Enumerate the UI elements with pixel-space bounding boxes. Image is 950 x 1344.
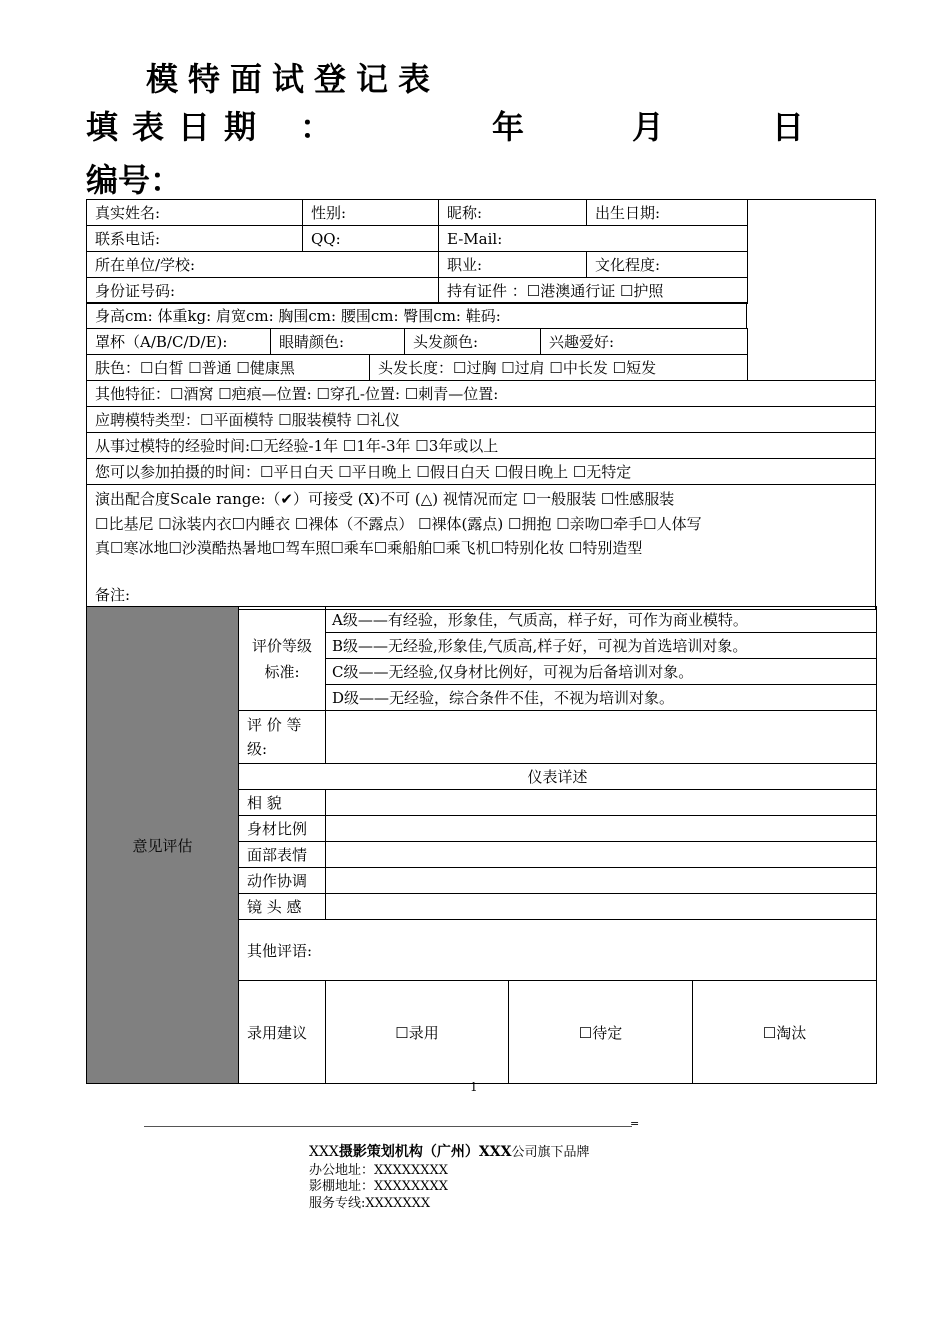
eye-color-field[interactable]: 眼睛颜色: <box>271 329 405 355</box>
options-table <box>86 380 876 610</box>
aspect-proportion-input[interactable] <box>326 816 877 842</box>
scale-line-1[interactable]: 演出配合度Scale range:（✔）可接受 (X)不可 (△) 视情况而定 ☐一般服装 ☐性感服装 <box>95 490 675 508</box>
standard-label: 评价等级 标准: <box>239 607 326 711</box>
remark-label[interactable]: 备注: <box>95 585 131 604</box>
scale-line-2[interactable]: ☐比基尼 ☐泳装内衣☐内睡衣 ☐裸体（不露点） ☐裸体(露点) ☐拥抱 ☐亲吻☐牵手☐人体写 <box>95 514 702 533</box>
other-comments[interactable]: 其他评语: <box>239 920 877 981</box>
fill-date-month: 月 <box>632 108 665 146</box>
hair-color-field[interactable]: 头发颜色: <box>405 329 541 355</box>
job-field[interactable]: 职业: <box>439 252 587 278</box>
features-row[interactable]: 其他特征：☐酒窝 ☐疤痕—位置: ☐穿孔-位置: ☐刺青—位置: <box>87 381 876 407</box>
aspect-coordination: 动作协调 <box>239 868 326 894</box>
aspect-proportion: 身材比例 <box>239 816 326 842</box>
option-pending[interactable]: ☐待定 <box>509 981 693 1084</box>
aspect-expression: 面部表情 <box>239 842 326 868</box>
gender-field[interactable]: 性别: <box>303 200 439 226</box>
suggest-label: 录用建议 <box>239 981 326 1084</box>
types-row[interactable]: 应聘模特类型：☐平面模特 ☐服装模特 ☐礼仪 <box>87 407 876 433</box>
evaluation-table <box>86 606 877 1084</box>
unit-field[interactable]: 所在单位/学校: <box>87 252 439 278</box>
footer-hotline: 服务专线:XXXXXXX <box>309 1196 431 1211</box>
fill-date-label: 填表日期 <box>86 108 271 146</box>
grade-input[interactable] <box>326 711 877 764</box>
measures-field[interactable]: 身高cm: 体重kg: 肩宽cm: 胸围cm: 腰围cm: 臀围cm: 鞋码: <box>87 303 747 329</box>
skin-field[interactable]: 肤色：☐白皙 ☐普通 ☐健康黑 <box>87 355 370 381</box>
body-info-table <box>86 302 747 329</box>
cup-field[interactable]: 罩杯（A/B/C/D/E): <box>87 329 271 355</box>
aspect-looks-input[interactable] <box>326 790 877 816</box>
birth-field[interactable]: 出生日期: <box>587 200 748 226</box>
aspect-camera: 镜 头 感 <box>239 894 326 920</box>
certs-field[interactable]: 持有证件 ：☐港澳通行证 ☐护照 <box>439 278 748 304</box>
number-label: 编号： <box>86 161 183 199</box>
page-number: 1 <box>470 1080 478 1094</box>
appearance-table <box>86 328 748 355</box>
fill-date-day: 日 <box>772 108 805 146</box>
option-hire[interactable]: ☐录用 <box>326 981 509 1084</box>
skin-hair-table <box>86 354 748 381</box>
aspect-expression-input[interactable] <box>326 842 877 868</box>
aspect-looks: 相 貌 <box>239 790 326 816</box>
nickname-field[interactable]: 昵称: <box>439 200 587 226</box>
footer-studio: 影棚地址：XXXXXXXX <box>309 1179 449 1194</box>
footer-brand: XXX摄影策划机构（广州）XXX公司旗下品牌 <box>309 1144 590 1160</box>
level-c: C级——无经验,仅身材比例好，可视为后备培训对象。 <box>326 659 877 685</box>
level-b: B级——无经验,形象佳,气质高,样子好，可视为首选培训对象。 <box>326 633 877 659</box>
qq-field[interactable]: QQ: <box>303 226 439 252</box>
footer-divider <box>144 1126 632 1127</box>
real-name-field[interactable]: 真实姓名: <box>87 200 303 226</box>
hobby-field[interactable]: 兴趣爱好: <box>541 329 748 355</box>
grade-label: 评 价 等 级: <box>239 711 326 764</box>
footer-divider-mark: = <box>630 1117 640 1130</box>
option-reject[interactable]: ☐淘汰 <box>693 981 877 1084</box>
level-d: D级——无经验，综合条件不佳，不视为培训对象。 <box>326 685 877 711</box>
fill-date-colon: ： <box>300 108 333 146</box>
detail-header: 仪表详述 <box>239 764 877 790</box>
photo-area <box>746 199 876 381</box>
aspect-coordination-input[interactable] <box>326 868 877 894</box>
id-number-field[interactable]: 身份证号码: <box>87 278 439 304</box>
basic-info-table <box>86 199 748 304</box>
scale-line-3[interactable]: 真☐寒冰地☐沙漠酷热暑地☐驾车照☐乘车☐乘船舶☐乘飞机☐特别化妆 ☐特别造型 <box>95 539 643 557</box>
page-title: 模特面试登记表 <box>146 60 441 98</box>
availability-row[interactable]: 您可以参加拍摄的时间：☐平日白天 ☐平日晚上 ☐假日白天 ☐假日晚上 ☐无特定 <box>87 459 876 485</box>
phone-field[interactable]: 联系电话: <box>87 226 303 252</box>
evaluation-section-label: 意见评估 <box>87 607 239 1084</box>
experience-row[interactable]: 从事过模特的经验时间:☐无经验-1年 ☐1年-3年 ☐3年或以上 <box>87 433 876 459</box>
level-a: A级——有经验，形象佳，气质高，样子好，可作为商业模特。 <box>326 607 877 633</box>
footer-office: 办公地址：XXXXXXXX <box>309 1163 449 1178</box>
hair-length-field[interactable]: 头发长度：☐过胸 ☐过肩 ☐中长发 ☐短发 <box>370 355 748 381</box>
aspect-camera-input[interactable] <box>326 894 877 920</box>
scale-cell <box>87 485 876 610</box>
education-field[interactable]: 文化程度: <box>587 252 748 278</box>
fill-date-year: 年 <box>492 108 525 146</box>
email-field[interactable]: E-Mail: <box>439 226 748 252</box>
